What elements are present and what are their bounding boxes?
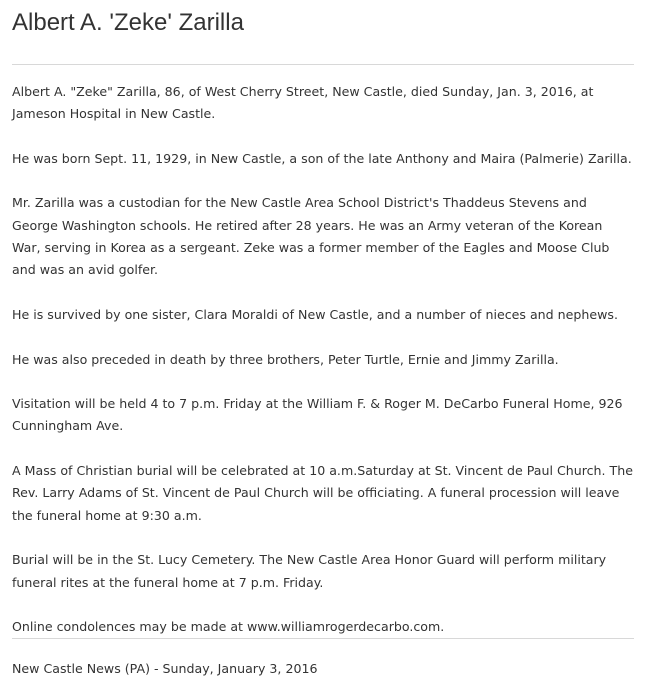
paragraph-death-notice: Albert A. "Zeke" Zarilla, 86, of West Cherry Street, New Castle, died Sunday, Jan. 3, 2016, at Jameson Hospital in New Castle. bbox=[12, 84, 594, 122]
paragraph-survivors: He is survived by one sister, Clara Moraldi of New Castle, and a number of nieces and nephews. bbox=[12, 306, 618, 322]
paragraph-career: Mr. Zarilla was a custodian for the New Castle Area School District's Thaddeus Stevens and George Washington schools. He retired after 28 years. He was an Army veteran of the Korean War, serving in Korea as a sergeant. Zeke was a former member of the Eagles and Moose Club and was an avid golfer. bbox=[12, 195, 610, 278]
obituary-body bbox=[12, 81, 634, 661]
obituary-title: Albert A. 'Zeke' Zarilla bbox=[12, 9, 244, 36]
paragraph-visitation: Visitation will be held 4 to 7 p.m. Friday at the William F. & Roger M. DeCarbo Funeral Home, 926 Cunningham Ave. bbox=[12, 396, 623, 434]
publication-source: New Castle News (PA) - Sunday, January 3, 2016 bbox=[12, 661, 318, 676]
paragraph-birth: He was born Sept. 11, 1929, in New Castle, a son of the late Anthony and Maira (Palmerie) Zarilla. bbox=[12, 150, 632, 166]
paragraph-preceded: He was also preceded in death by three brothers, Peter Turtle, Ernie and Jimmy Zarilla. bbox=[12, 351, 559, 367]
paragraph-mass: A Mass of Christian burial will be celebrated at 10 a.m.Saturday at St. Vincent de Paul Church. The Rev. Larry Adams of St. Vincent de Paul Church will be officiating. A funeral procession will leave the funeral home at 9:30 a.m. bbox=[12, 463, 633, 523]
title-divider bbox=[12, 64, 634, 65]
paragraph-burial: Burial will be in the St. Lucy Cemetery. The New Castle Area Honor Guard will perform military funeral rites at the funeral home at 7 p.m. Friday. bbox=[12, 552, 607, 590]
source-divider bbox=[12, 638, 634, 639]
paragraph-condolences: Online condolences may be made at www.williamrogerdecarbo.com. bbox=[12, 619, 445, 635]
